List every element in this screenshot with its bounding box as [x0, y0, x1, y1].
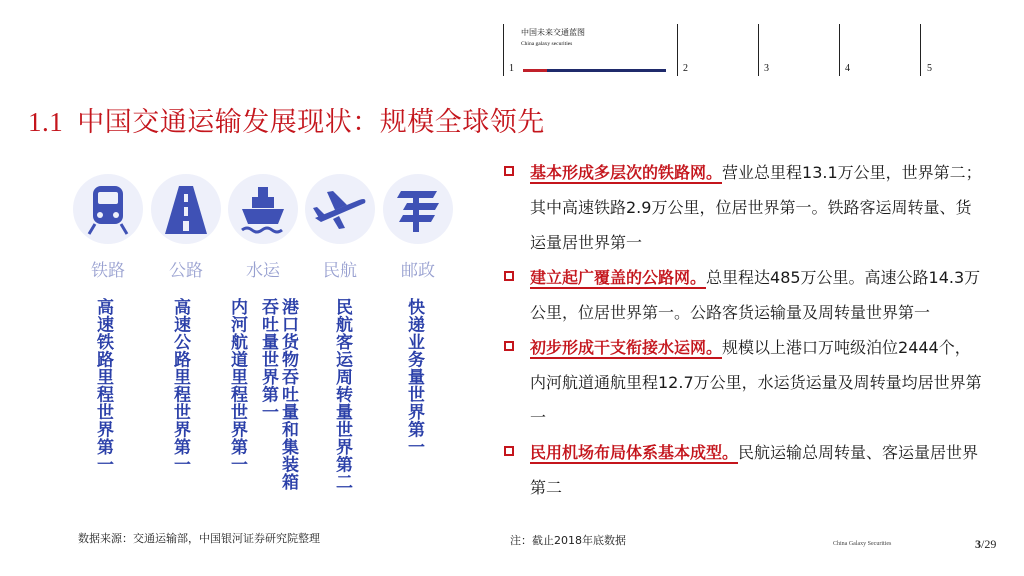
aviation-fact: 民航客运周转量世界第二 — [332, 298, 352, 491]
mode-label: 铁路 — [91, 261, 125, 281]
icon-circle — [73, 174, 143, 244]
bullet-body: 规模以上港口万吨级泊位2444个，内河航道通航里程12.7万公里，水运货运量及周转量均居世界第一 — [530, 338, 982, 427]
icon-circle — [305, 174, 375, 244]
nav-divider — [839, 24, 840, 76]
total-pages: /29 — [981, 537, 997, 551]
mode-label: 水运 — [246, 261, 280, 281]
icon-circle — [151, 174, 221, 244]
nav-progress-marker — [523, 69, 547, 72]
icon-circle — [228, 174, 298, 244]
mode-label: 公路 — [169, 261, 203, 281]
section-number: 1.1 — [28, 107, 64, 137]
mode-road — [151, 174, 221, 281]
nav-divider — [920, 24, 921, 76]
nav-section-2[interactable]: 2 — [683, 63, 688, 74]
section-nav — [503, 22, 949, 76]
mode-label: 民航 — [323, 261, 357, 281]
page-number — [975, 537, 996, 552]
mode-aviation — [305, 174, 375, 281]
express-fact: 快递业务量世界第一 — [404, 298, 424, 456]
nav-section-4[interactable]: 4 — [845, 63, 850, 74]
mode-post — [383, 174, 453, 281]
inland-waterway-fact: 内河航道里程世界第一 — [227, 298, 247, 473]
nav-section-3[interactable]: 3 — [764, 63, 769, 74]
icon-circle — [383, 174, 453, 244]
bullet-box-icon — [504, 446, 514, 456]
bullet-body: 营业总里程13.1万公里，世界第二；其中高速铁路2.9万公里，位居世界第一。铁路客运周转量、货运量居世界第一 — [530, 163, 982, 252]
bullet-item — [503, 260, 983, 330]
bullet-heading: 基本形成多层次的铁路网。 — [530, 163, 723, 182]
ship-icon — [228, 174, 298, 244]
bullet-item — [503, 330, 983, 435]
bullet-item — [503, 435, 983, 505]
page-title — [28, 100, 545, 139]
nav-subtitle: China galaxy securities — [521, 41, 573, 47]
nav-section-1[interactable]: 1 — [509, 63, 514, 74]
bullet-list — [503, 155, 983, 505]
bullet-body: 民航运输总周转量、客运量居世界第二 — [530, 443, 979, 497]
road-fact: 高速公路里程世界第一 — [170, 298, 190, 473]
mode-label: 邮政 — [401, 261, 435, 281]
bullet-box-icon — [504, 166, 514, 176]
train-icon — [73, 174, 143, 244]
data-source: 数据来源：交通运输部，中国银河证券研究院整理 — [78, 532, 320, 545]
nav-divider — [503, 24, 504, 76]
nav-title: 中国未来交通蓝图 — [521, 28, 585, 37]
mode-water — [228, 174, 298, 281]
mode-rail — [73, 174, 143, 281]
bullet-heading: 初步形成干支衔接水运网。 — [530, 338, 723, 357]
nav-divider — [758, 24, 759, 76]
footer-brand: China Galaxy Securities — [833, 541, 892, 547]
bullet-box-icon — [504, 341, 514, 351]
bullet-item — [503, 155, 983, 260]
bullet-body: 总里程达485万公里。高速公路14.3万公里，位居世界第一。公路客货运输量及周转量世界第一 — [530, 268, 981, 322]
title-text: 中国交通运输发展现状：规模全球领先 — [77, 107, 545, 138]
data-note: 注：截止2018年底数据 — [510, 534, 626, 547]
rail-fact: 高速铁路里程世界第一 — [93, 298, 113, 473]
plane-icon — [305, 174, 375, 244]
bullet-heading: 建立起广覆盖的公路网。 — [530, 268, 707, 287]
bullet-heading: 民用机场布局体系基本成型。 — [530, 443, 739, 462]
port-fact: 港口货物吞吐量和集装箱吞吐量世界第一 — [258, 298, 298, 491]
post-icon — [383, 174, 453, 244]
current-page: 3 — [975, 537, 981, 551]
road-icon — [151, 174, 221, 244]
nav-section-5[interactable]: 5 — [927, 63, 932, 74]
nav-divider — [677, 24, 678, 76]
bullet-box-icon — [504, 271, 514, 281]
